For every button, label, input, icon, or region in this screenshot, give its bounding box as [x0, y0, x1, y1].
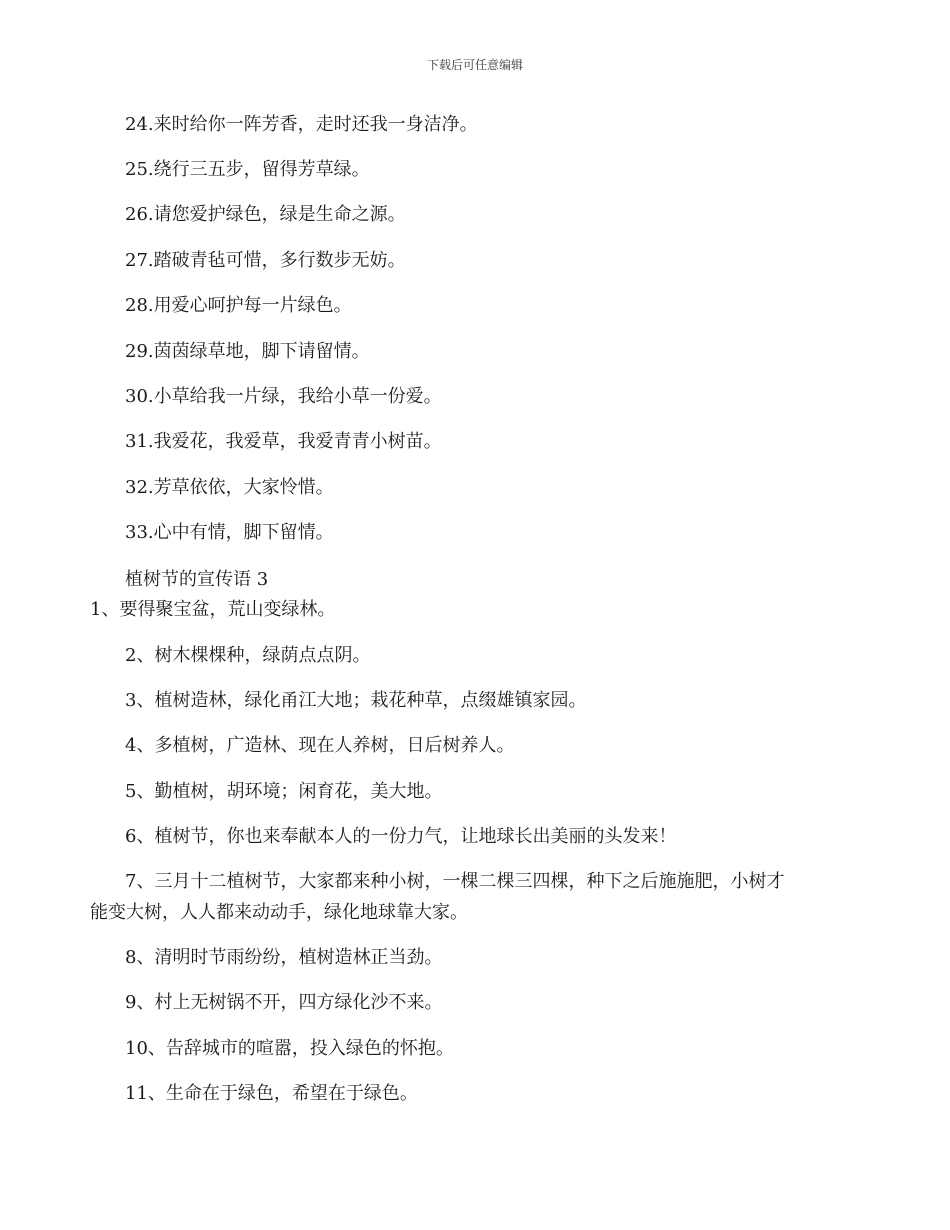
slogan-item: 29.茵茵绿草地，脚下请留情。	[125, 341, 370, 362]
slogan-item: 24.来时给你一阵芳香，走时还我一身洁净。	[125, 114, 478, 135]
slogan-item-line: 7、三月十二植树节，大家都来种小树，一棵二棵三四棵，种下之后施施肥，小树才	[125, 871, 785, 892]
slogan-item: 8、清明时节雨纷纷，植树造林正当劲。	[125, 947, 443, 968]
slogan-item: 31.我爱花，我爱草，我爱青青小树苗。	[125, 431, 442, 452]
slogan-item: 33.心中有情，脚下留情。	[125, 522, 334, 543]
section-title: 植树节的宣传语 3	[125, 569, 269, 590]
slogan-item: 5、勤植树，胡环境；闲育花，美大地。	[125, 781, 443, 802]
slogan-item: 6、植树节，你也来奉献本人的一份力气，让地球长出美丽的头发来！	[125, 826, 677, 847]
slogan-item: 10、告辞城市的喧嚣，投入绿色的怀抱。	[125, 1038, 454, 1059]
slogan-item: 30.小草给我一片绿，我给小草一份爱。	[125, 386, 442, 407]
slogan-item: 32.芳草依依，大家怜惜。	[125, 477, 334, 498]
slogan-item: 27.踏破青毡可惜，多行数步无妨。	[125, 250, 406, 271]
slogan-item: 1、要得聚宝盆，荒山变绿林。	[90, 599, 336, 620]
slogan-item: 3、植树造林，绿化甬江大地；栽花种草，点缀雄镇家园。	[125, 690, 587, 711]
slogan-item: 11、生命在于绿色，希望在于绿色。	[125, 1083, 418, 1104]
slogan-item: 26.请您爱护绿色，绿是生命之源。	[125, 204, 406, 225]
slogan-item: 4、多植树，广造林、现在人养树，日后树养人。	[125, 735, 515, 756]
slogan-item: 2、树木棵棵种，绿荫点点阴。	[125, 645, 371, 666]
page-header: 下载后可任意编辑	[426, 58, 523, 72]
slogan-item-line: 能变大树，人人都来动动手，绿化地球靠大家。	[90, 902, 468, 923]
slogan-item: 25.绕行三五步，留得芳草绿。	[125, 159, 370, 180]
slogan-item: 28.用爱心呵护每一片绿色。	[125, 295, 352, 316]
slogan-item: 9、村上无树锅不开，四方绿化沙不来。	[125, 992, 443, 1013]
